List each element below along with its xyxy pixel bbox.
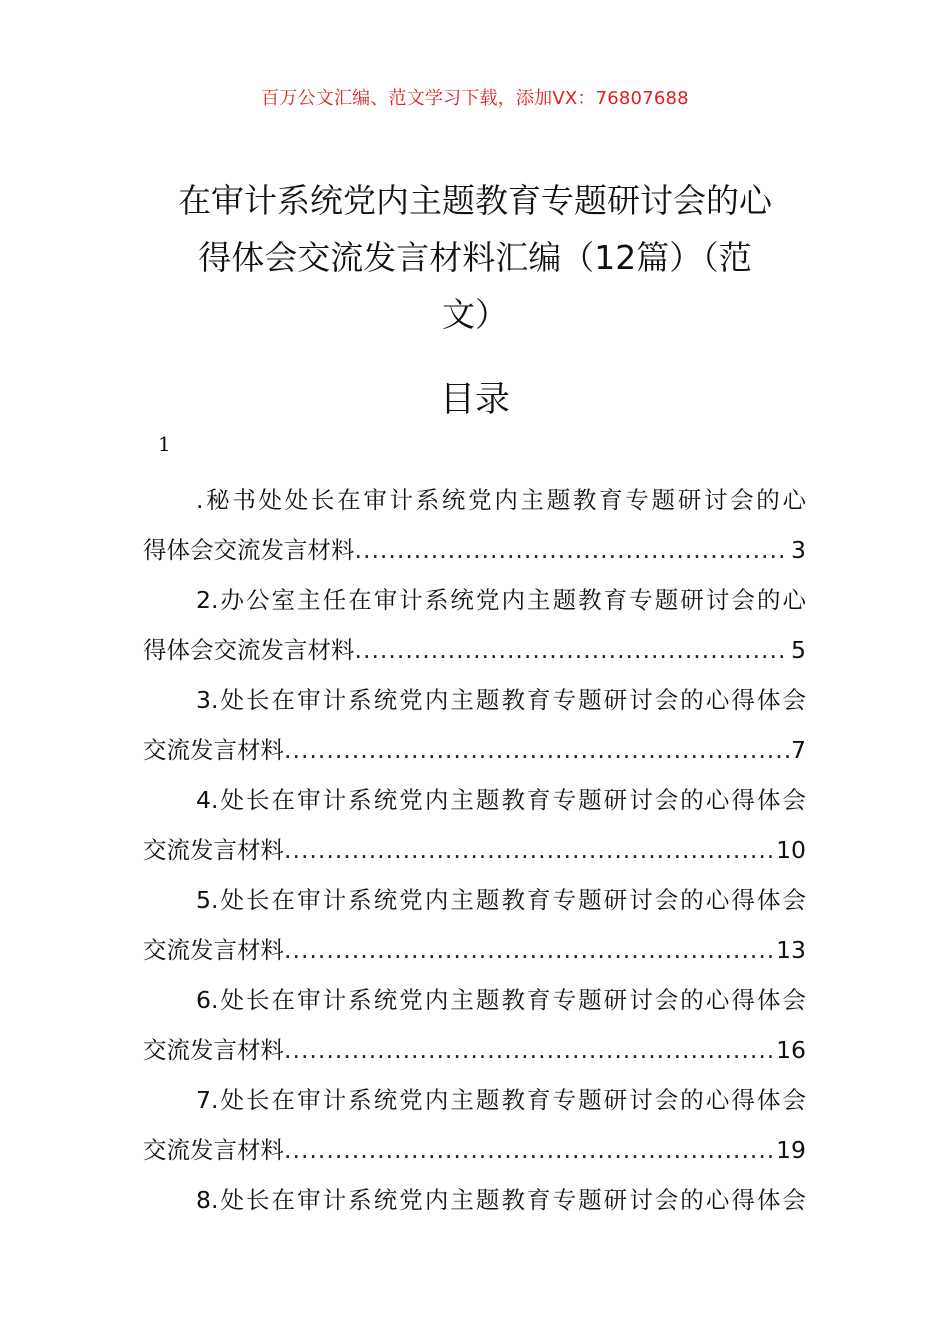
toc-page-number: 19 bbox=[776, 1136, 806, 1164]
toc-entry-title: 5.处长在审计系统党内主题教育专题研讨会的心得体会 bbox=[196, 886, 806, 914]
toc-entry-title: 3.处长在审计系统党内主题教育专题研讨会的心得体会 bbox=[196, 686, 806, 714]
toc-entry-title: .秘书处处长在审计系统党内主题教育专题研讨会的心 bbox=[196, 486, 806, 514]
toc-entry-title: 7.处长在审计系统党内主题教育专题研讨会的心得体会 bbox=[196, 1086, 806, 1114]
table-of-contents bbox=[143, 475, 806, 1225]
dot-leader bbox=[355, 525, 790, 575]
dot-leader bbox=[284, 1125, 774, 1175]
toc-page-number: 7 bbox=[791, 736, 806, 764]
toc-entry-title-cont: 得体会交流发言材料 bbox=[143, 636, 355, 664]
title-line: 得体会交流发言材料汇编（12篇）（范 bbox=[198, 238, 752, 277]
toc-entry-title: 6.处长在审计系统党内主题教育专题研讨会的心得体会 bbox=[196, 986, 806, 1014]
dot-leader bbox=[355, 625, 790, 675]
title-line: 在审计系统党内主题教育专题研讨会的心 bbox=[178, 181, 772, 220]
toc-page-number: 13 bbox=[776, 936, 806, 964]
toc-entry-title-cont: 交流发言材料 bbox=[143, 736, 284, 764]
toc-heading: 目录 bbox=[439, 380, 510, 420]
title-line: 文） bbox=[442, 295, 508, 334]
toc-entry[interactable] bbox=[143, 1175, 806, 1225]
stray-number: 1 bbox=[158, 432, 171, 456]
toc-entry[interactable] bbox=[143, 675, 806, 775]
dot-leader bbox=[284, 725, 789, 775]
dot-leader bbox=[284, 1025, 774, 1075]
dot-leader bbox=[284, 925, 774, 975]
toc-entry-title-cont: 交流发言材料 bbox=[143, 836, 284, 864]
toc-page-number: 10 bbox=[776, 836, 806, 864]
toc-entry-title: 4.处长在审计系统党内主题教育专题研讨会的心得体会 bbox=[196, 786, 806, 814]
toc-entry[interactable] bbox=[143, 975, 806, 1075]
document-title bbox=[150, 172, 800, 343]
toc-entry[interactable] bbox=[143, 475, 806, 575]
toc-entry-title-cont: 得体会交流发言材料 bbox=[143, 536, 355, 564]
toc-entry-title: 2.办公室主任在审计系统党内主题教育专题研讨会的心 bbox=[196, 586, 806, 614]
toc-entry[interactable] bbox=[143, 875, 806, 975]
toc-page-number: 5 bbox=[791, 636, 806, 664]
toc-page-number: 3 bbox=[791, 536, 806, 564]
toc-entry-title-cont: 交流发言材料 bbox=[143, 1036, 284, 1064]
dot-leader bbox=[284, 825, 774, 875]
toc-entry-title: 8.处长在审计系统党内主题教育专题研讨会的心得体会 bbox=[196, 1186, 806, 1214]
toc-page-number: 16 bbox=[776, 1036, 806, 1064]
toc-entry-title-cont: 交流发言材料 bbox=[143, 936, 284, 964]
toc-entry[interactable] bbox=[143, 1075, 806, 1175]
toc-entry[interactable] bbox=[143, 775, 806, 875]
toc-entry-title-cont: 交流发言材料 bbox=[143, 1136, 284, 1164]
header-notice: 百万公文汇编、范文学习下载，添加VX：76807688 bbox=[261, 88, 689, 109]
toc-entry[interactable] bbox=[143, 575, 806, 675]
